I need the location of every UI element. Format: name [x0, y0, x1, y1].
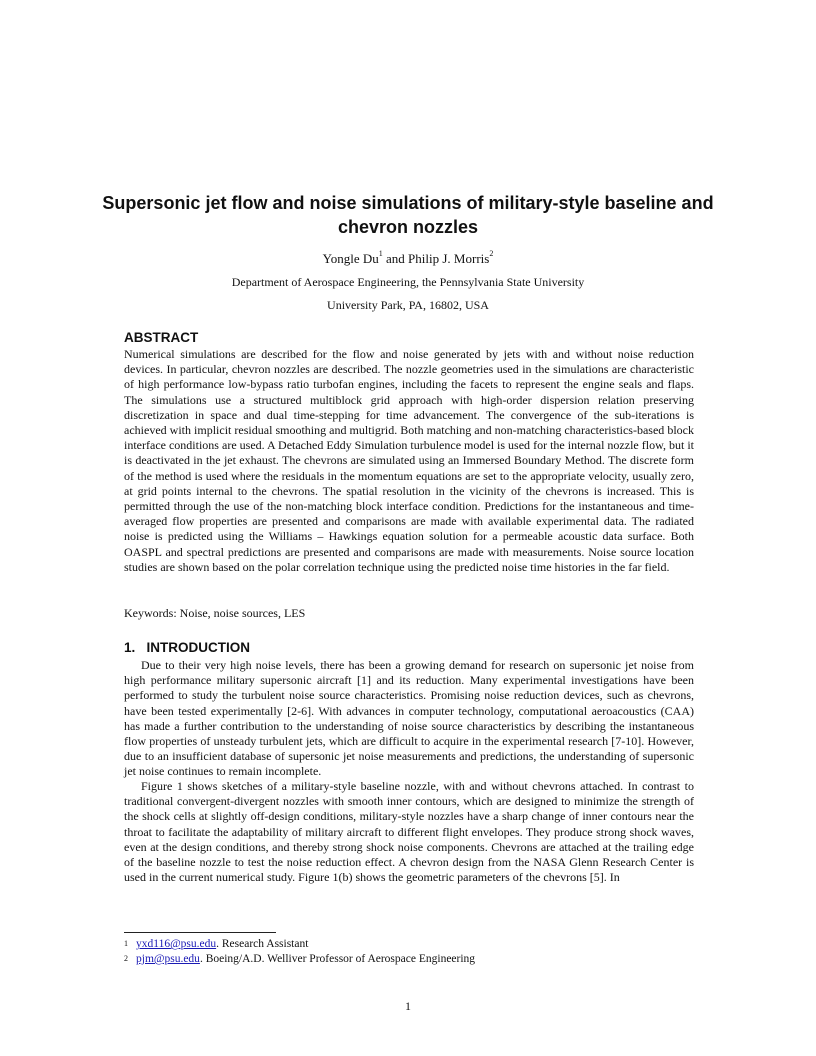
- footnote-1-text: . Research Assistant: [216, 938, 309, 950]
- affiliation-line-2: University Park, PA, 16802, USA: [327, 298, 489, 312]
- author-1-footnote-mark: 1: [378, 249, 383, 258]
- footnote-1: [124, 937, 308, 951]
- footnote-1-email-link[interactable]: yxd116@psu.edu: [136, 938, 217, 950]
- keywords: Keywords: Noise, noise sources, LES: [124, 606, 306, 620]
- introduction-heading: 1. INTRODUCTION: [124, 640, 251, 655]
- abstract-heading: ABSTRACT: [124, 330, 199, 345]
- footnote-1-mark: 1: [124, 939, 128, 948]
- footnote-2-mark: 2: [124, 954, 128, 963]
- paper-title: Supersonic jet flow and noise simulations of military-style baseline and chevron nozzles: [102, 193, 714, 237]
- affiliation-line-1: Department of Aerospace Engineering, the Pennsylvania State University: [231, 275, 585, 289]
- author-2: and Philip J. Morris: [386, 251, 490, 266]
- author-1: Yongle Du: [322, 251, 379, 266]
- page-number: 1: [405, 999, 411, 1013]
- abstract-text: Numerical simulations are described for the flow and noise generated by jets with and without noise reduction devices. In particular, chevron nozzles are described. The nozzle geometries used in the simulations are characteristic of high performance low-bypass ratio turbofan engines, including the facets to represent the engine seals and flaps. The simulations use a structured multiblock grid approach with high-order dispersion relation preserving discretization in space and dual time-stepping for time advancement. The convergence of the sub-iterations is achieved with implicit residual smoothing and multigrid. Both matching and non-matching characteristics-based block interface conditions are used. A Detached Eddy Simulation turbulence model is used for the internal nozzle flow, but it is deactivated in the jet exhaust. The chevrons are simulated using an Immersed Boundary Method. The discrete form of the method is used where the residuals in the momentum equations are set to the appropriate velocity, usually zero, at grid points internal to the chevrons. The spatial resolution in the vicinity of the chevrons is increased. This is permitted through the use of the non-matching block interface condition. Predictions for the instantaneous and time-averaged flow properties are presented and comparisons are made with available experimental data. The radiated noise is predicted using the Williams – Hawkings equation solution for a permeable acoustic data surface. Both OASPL and spectral predictions are presented and comparisons are made with measurements. Noise source location studies are shown based on the polar correlation technique using the predicted noise time histories in the far field.: [124, 347, 694, 574]
- introduction-paragraph-2: Figure 1 shows sketches of a military-style baseline nozzle, with and without chevrons attached. In contrast to traditional convergent-divergent nozzles with smooth inner contours, which are designed to minimize the strength of the shock cells at slightly off-design conditions, military-style nozzles have a sharp change of inner contours near the throat to facilitate the adaptability of military aircraft to different flight envelopes. They produce strong shock waves, even at the design conditions, and thereby strong shock noise components. Chevrons are attached at the trailing edge of the baseline nozzle to test the noise reduction effect. A chevron design from the NASA Glenn Research Center is used in the current numerical study. Figure 1(b) shows the geometric parameters of the chevrons [5]. In: [124, 779, 694, 885]
- introduction-paragraph-1: Due to their very high noise levels, there has been a growing demand for research on supersonic jet noise from high performance military supersonic aircraft [1] and its reduction. Many experimental investigations have been performed to study the turbulent noise source characteristics. Promising noise reduction devices, such as chevrons, have been tested experimentally [2-6]. With advances in computer technology, computational aeroacoustics (CAA) has made a further contribution to the understanding of noise source characteristics by describing the instantaneous flow properties of unsteady turbulent jets, which are difficult to acquire in the experimental research [7-10]. However, due to an insufficient database of supersonic jet noise measurements and predictions, the understanding of supersonic jet noise continues to remain incomplete.: [124, 658, 694, 779]
- footnote-2-text: . Boeing/A.D. Welliver Professor of Aerospace Engineering: [199, 953, 476, 965]
- footnote-2-email-link[interactable]: pjm@psu.edu: [136, 953, 200, 965]
- author-line: [0, 250, 816, 268]
- footnote-2: [124, 952, 475, 966]
- author-2-footnote-mark: 2: [489, 249, 494, 258]
- footnote-divider: [124, 932, 276, 933]
